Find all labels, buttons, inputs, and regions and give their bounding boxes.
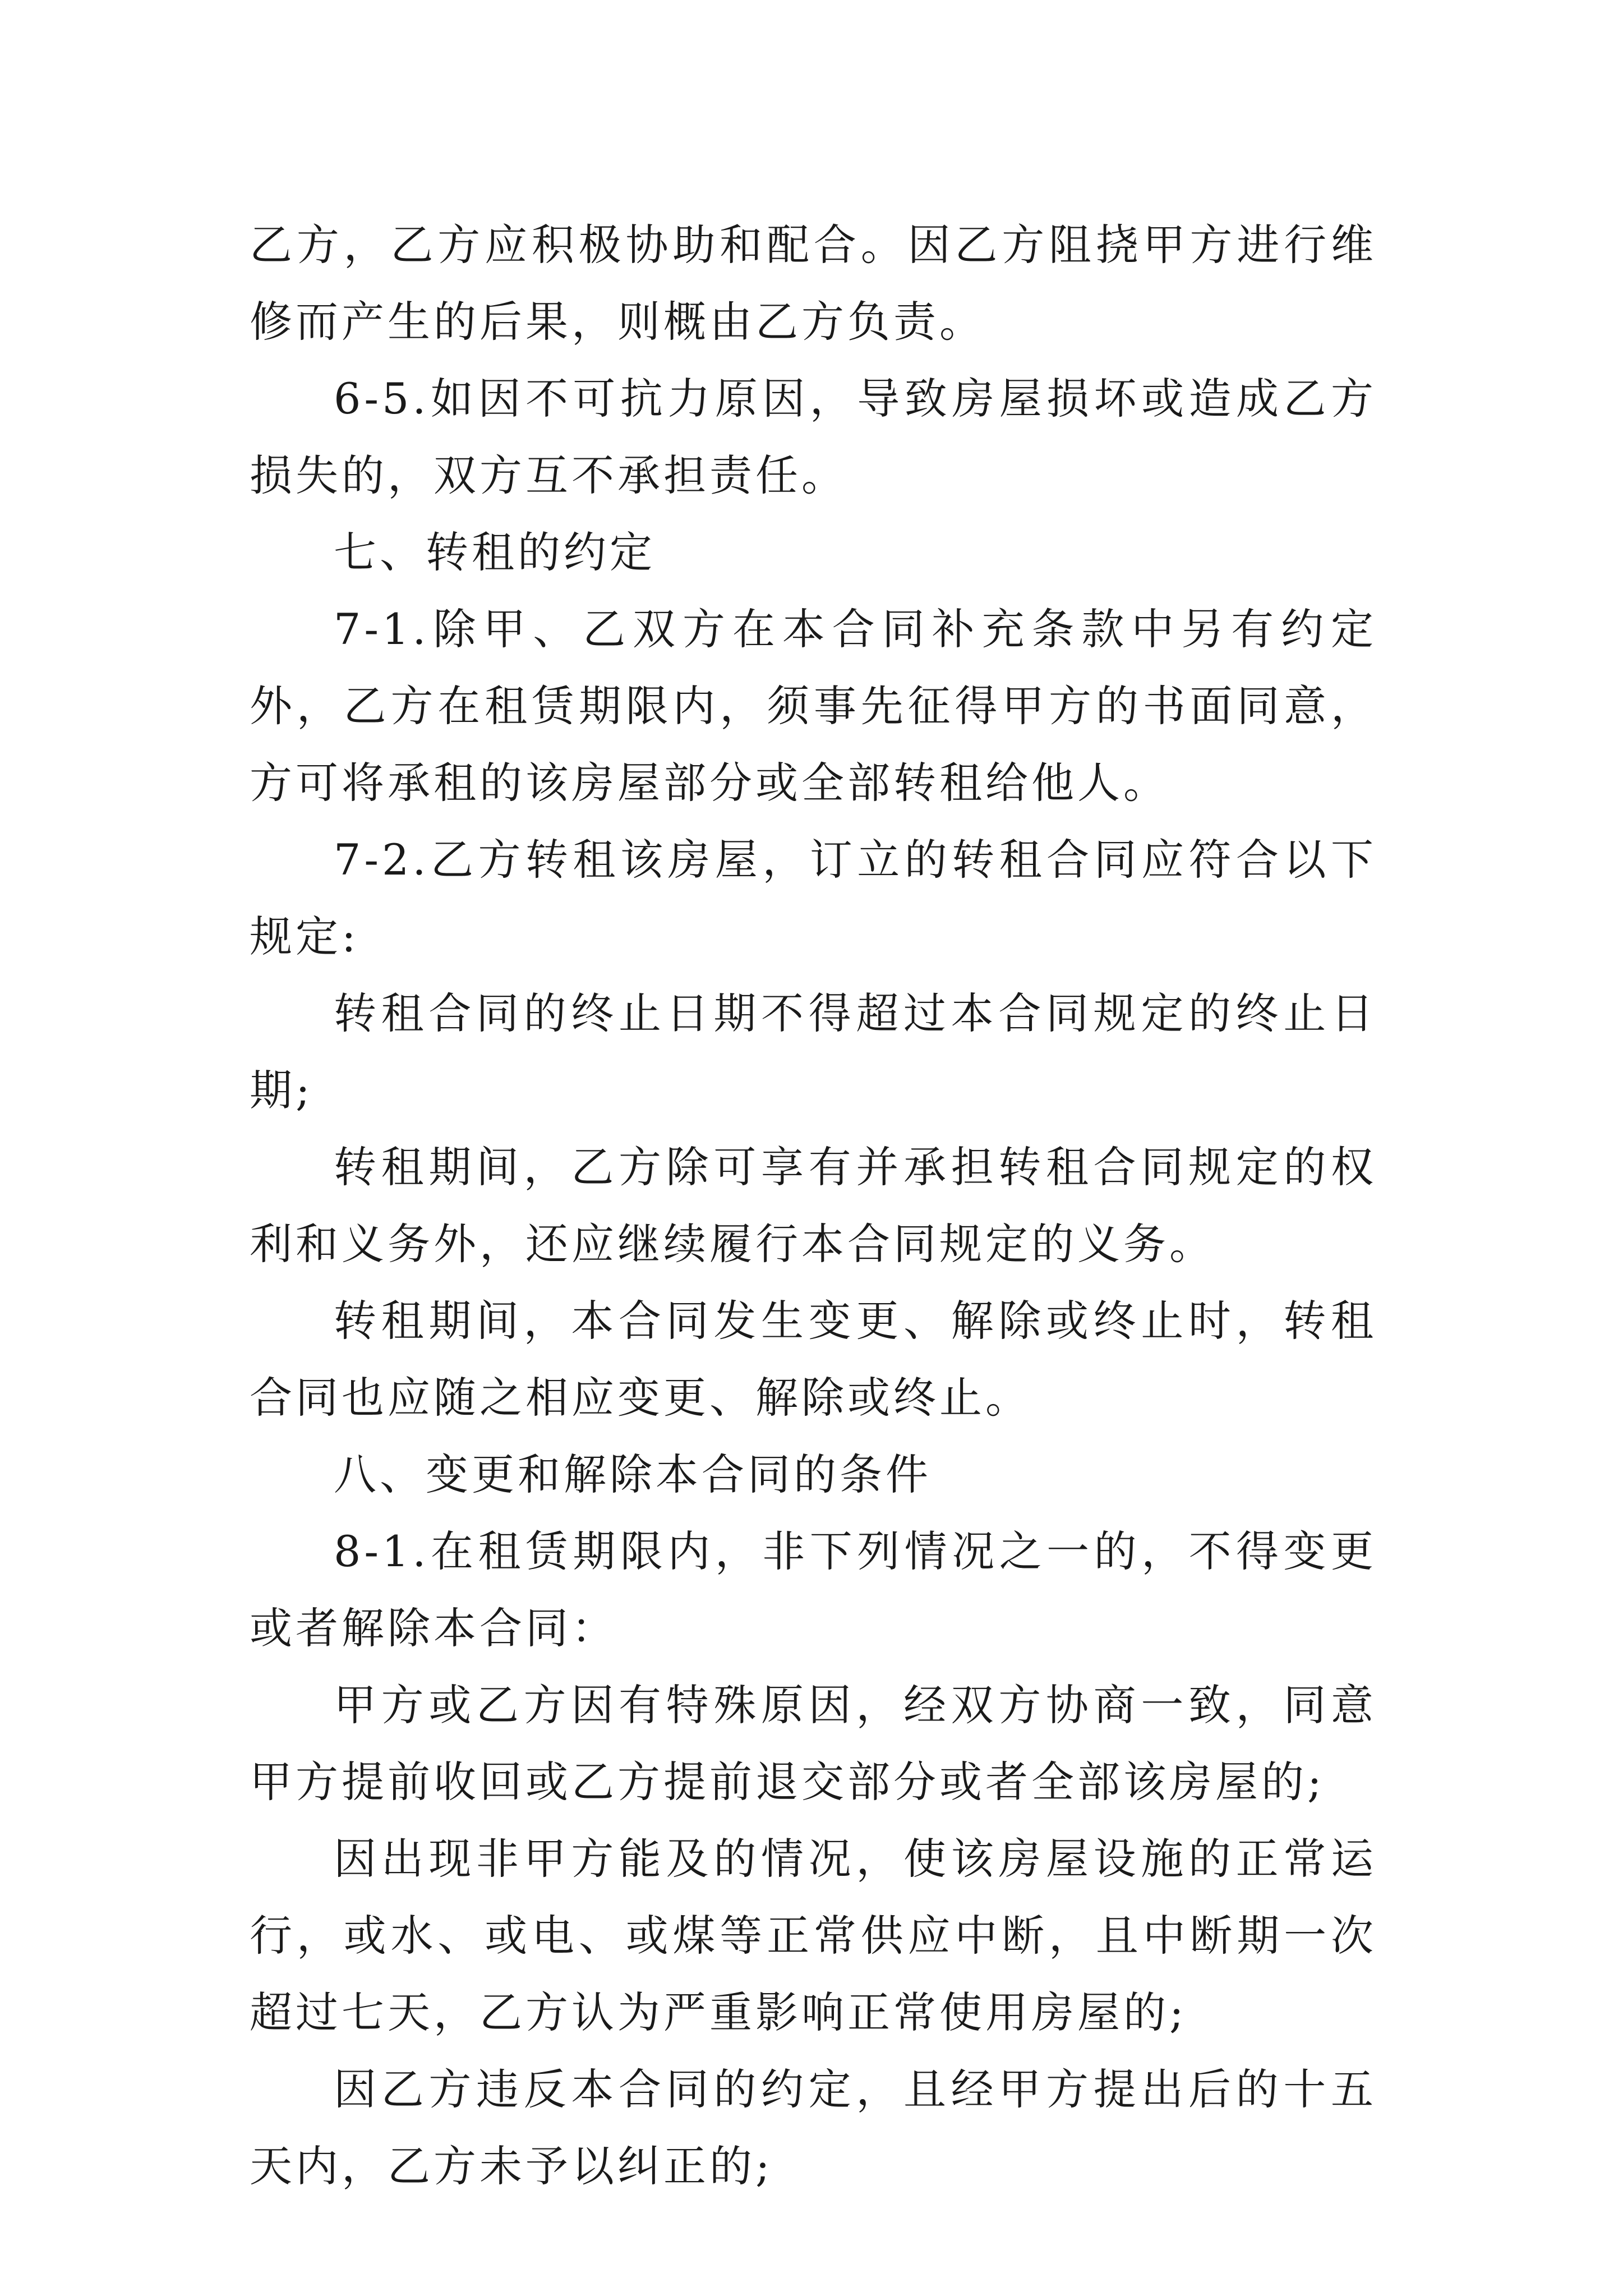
paragraph: 7-2.乙方转租该房屋，订立的转租合同应符合以下规定: <box>250 835 1377 961</box>
paragraph: 6-5.如因不可抗力原因，导致房屋损坏或造成乙方损失的，双方互不承担责任。 <box>250 374 1377 500</box>
paragraph: 转租期间，本合同发生变更、解除或终止时，转租合同也应随之相应变更、解除或终止。 <box>250 1296 1377 1423</box>
document-body <box>250 206 1377 2205</box>
paragraph: 转租合同的终止日期不得超过本合同规定的终止日期; <box>250 988 1377 1115</box>
paragraph: 8-1.在租赁期限内，非下列情况之一的，不得变更或者解除本合同： <box>250 1526 1377 1653</box>
paragraph: 甲方或乙方因有特殊原因，经双方协商一致，同意甲方提前收回或乙方提前退交部分或者全部该房屋的; <box>250 1680 1377 1807</box>
paragraph: 转租期间，乙方除可享有并承担转租合同规定的权利和义务外，还应继续履行本合同规定的义务。 <box>250 1142 1377 1269</box>
paragraph: 因出现非甲方能及的情况，使该房屋设施的正常运行，或水、或电、或煤等正常供应中断，且中断期一次超过七天，乙方认为严重影响正常使用房屋的; <box>250 1834 1377 2037</box>
paragraph: 7-1.除甲、乙双方在本合同补充条款中另有约定外，乙方在租赁期限内，须事先征得甲方的书面同意，方可将承租的该房屋部分或全部转租给他人。 <box>250 604 1377 808</box>
section-heading: 八、变更和解除本合同的条件 <box>334 1450 932 1499</box>
paragraph: 因乙方违反本合同的约定，且经甲方提出后的十五天内，乙方未予以纠正的; <box>250 2064 1377 2191</box>
section-heading: 七、转租的约定 <box>334 527 656 577</box>
paragraph: 乙方，乙方应积极协助和配合。因乙方阻挠甲方进行维修而产生的后果，则概由乙方负责。 <box>250 220 1377 347</box>
